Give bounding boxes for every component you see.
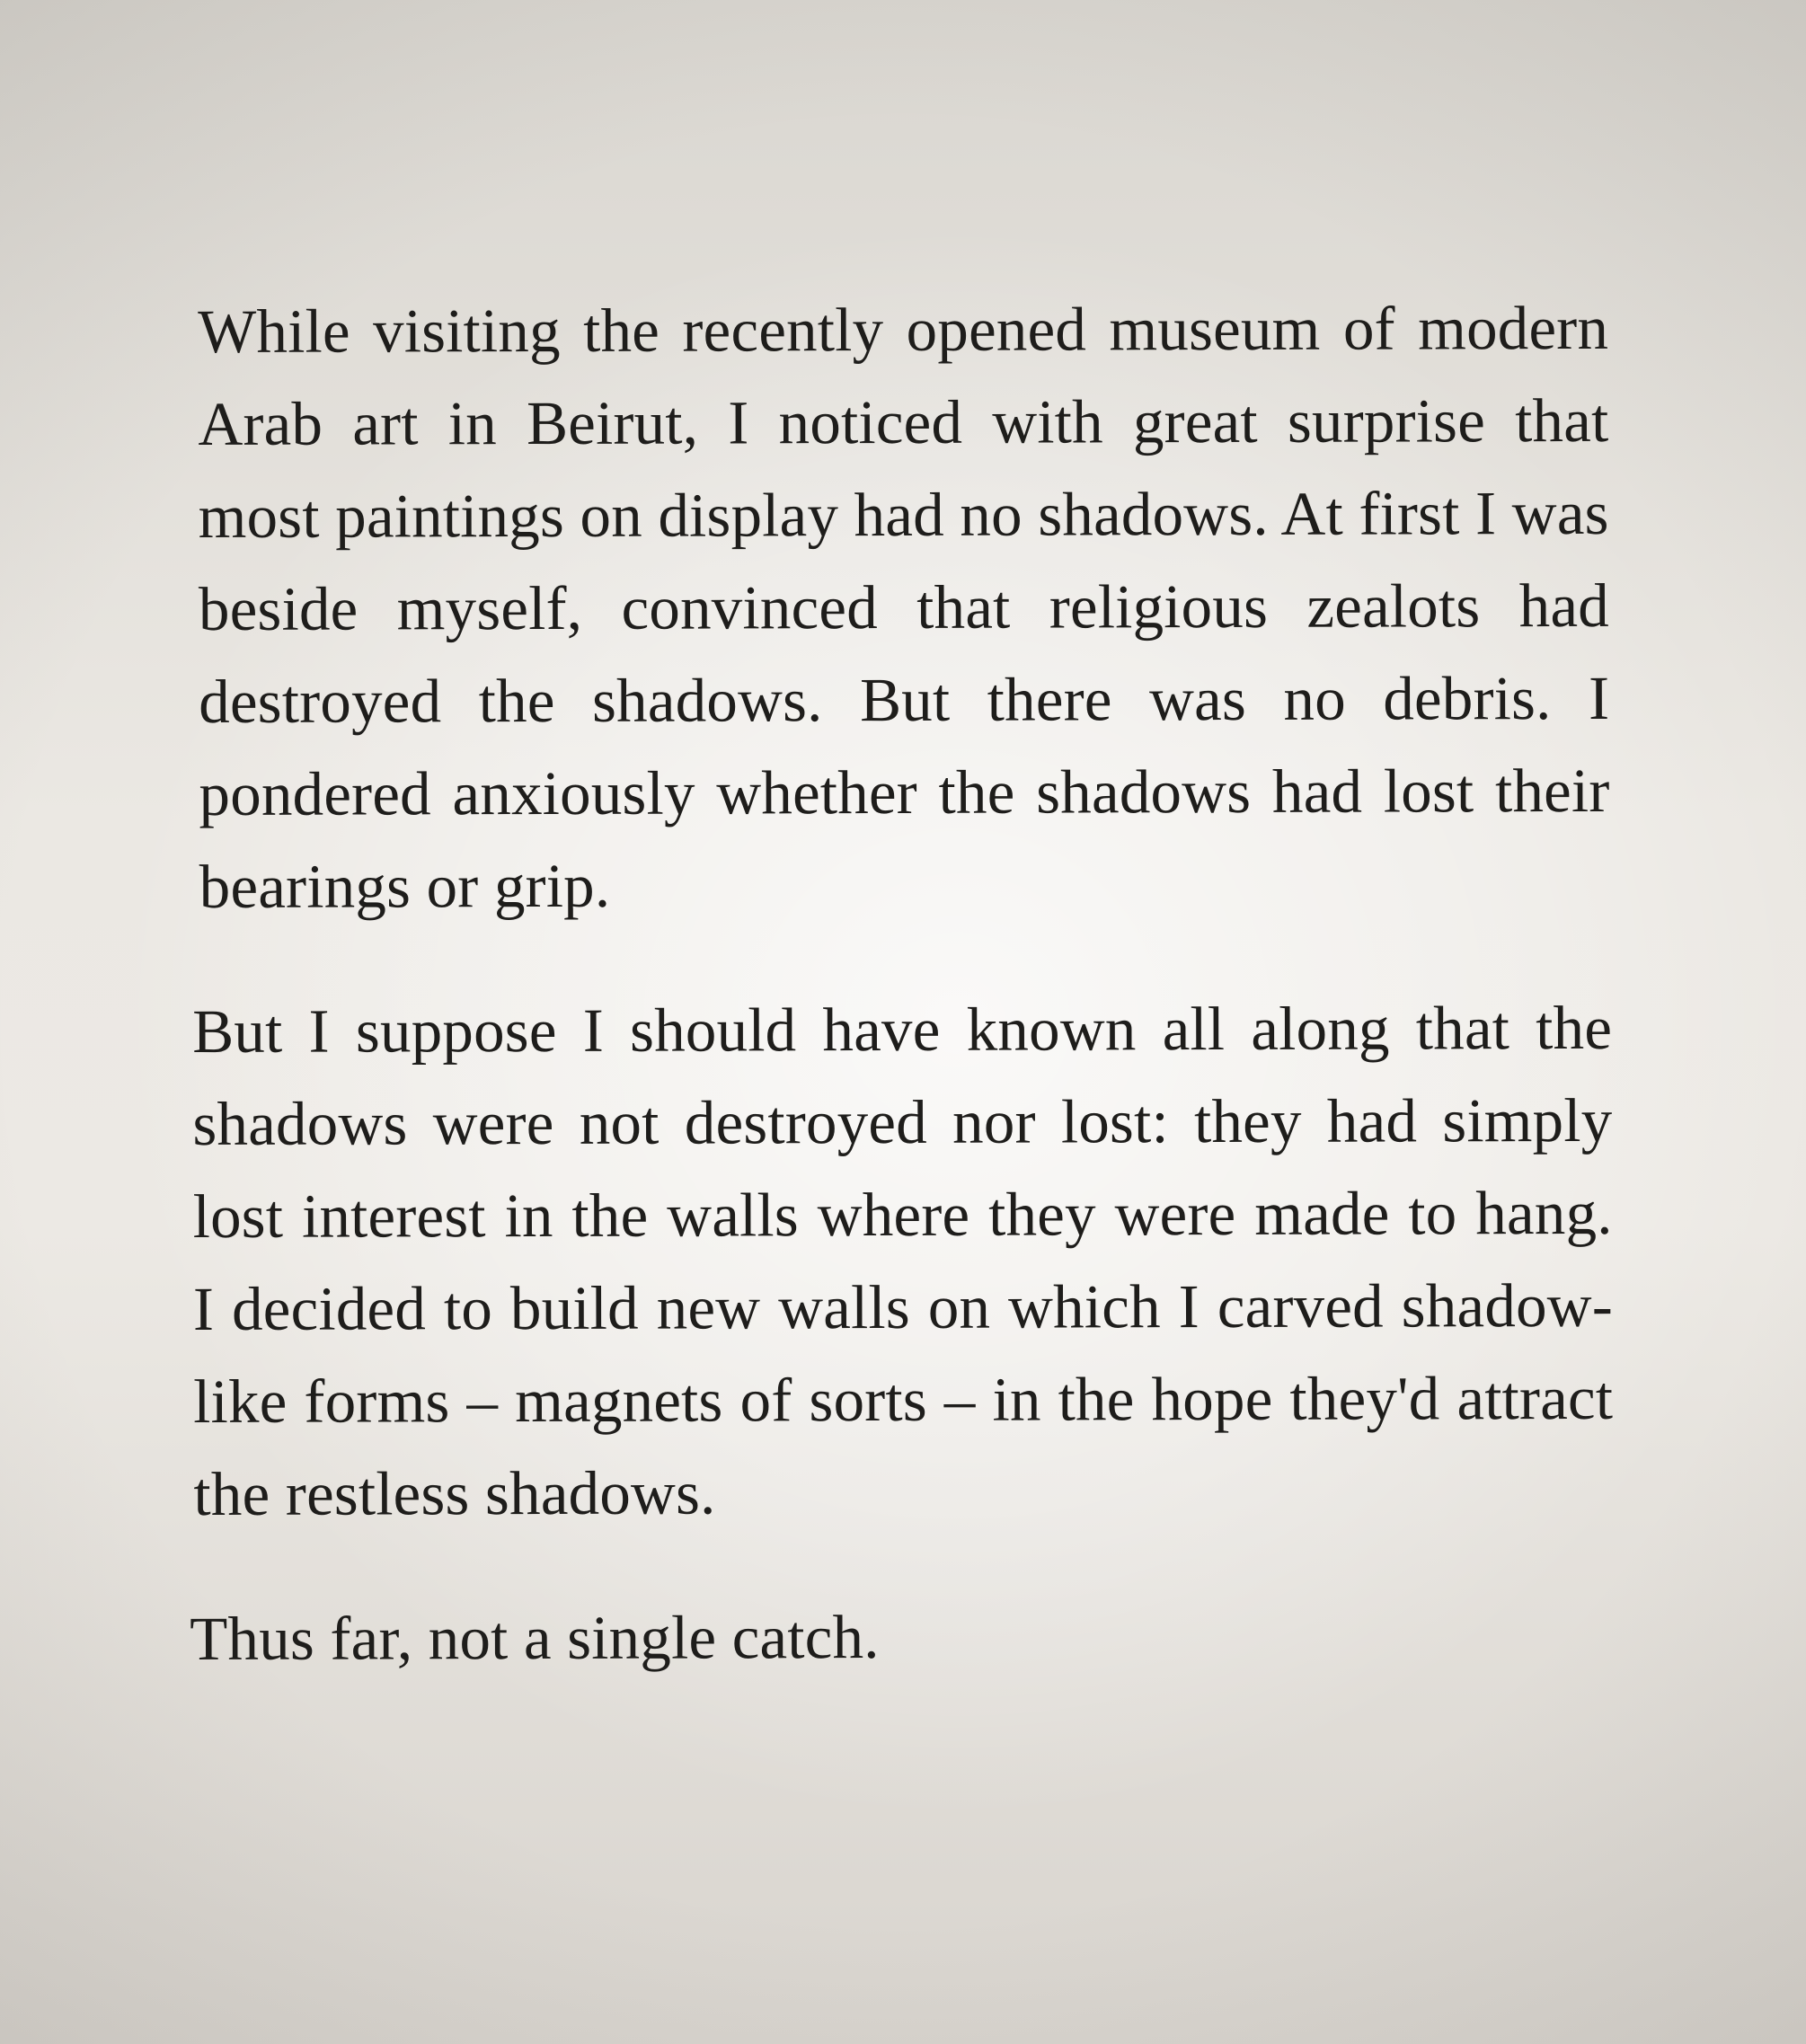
paragraph-2: But I suppose I should have known all along that the shadows were not destroyed nor lost: they had simply lost interest in the walls where they were made to hang. I decided to build new walls on which I carved shadow-like forms – magnets of sorts – in the hope they'd attract the restless shadows.	[192, 993, 1614, 1528]
paragraph-3: Thus far, not a single catch.	[190, 1602, 880, 1673]
wall-text-block	[190, 286, 1614, 1686]
paragraph-1: While visiting the recently opened museum of modern Arab art in Beirut, I noticed with great surprise that most paintings on display had no shadows. At first I was beside myself, convinced that religious zealots had destroyed the shadows. But there was no debris. I pondered anxiously whether the shadows had lost their bearings or grip.	[198, 293, 1610, 921]
